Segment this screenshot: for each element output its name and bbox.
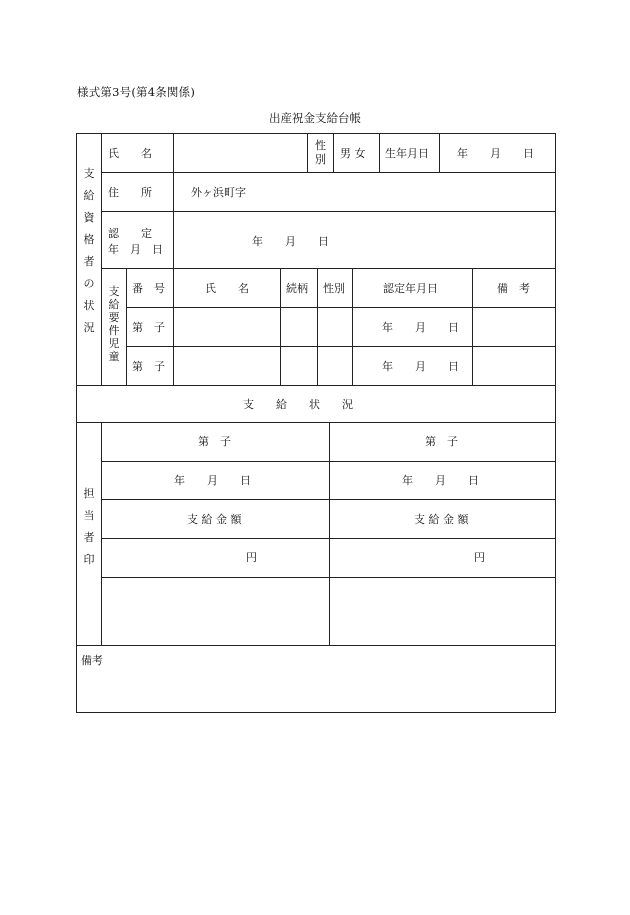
cert-date-value: 年 月 日 — [252, 235, 329, 248]
form-number: 様式第3号(第4条関係) — [77, 85, 196, 99]
child-cert-date: 年 月 日 — [382, 321, 459, 334]
grid-line — [77, 645, 556, 646]
grid-line — [317, 268, 318, 385]
grid-line — [77, 385, 556, 386]
child-cert-date: 年 月 日 — [382, 360, 459, 373]
child-ordinal: 第 子 — [132, 360, 165, 373]
grid-line — [280, 268, 281, 385]
grid-line — [126, 268, 127, 385]
number-column-header: 番 号 — [132, 282, 165, 295]
grid-line — [379, 134, 380, 172]
birth-date-value: 年 月 日 — [457, 147, 534, 160]
yen-unit: 円 — [246, 551, 257, 564]
amount-label: 支 給 金 額 — [187, 513, 242, 526]
name-label: 氏 名 — [108, 147, 152, 160]
grid-line — [329, 422, 330, 645]
birth-date-label: 生年月日 — [385, 147, 429, 160]
page-title: 出産祝金支給台帳 — [269, 111, 361, 125]
grid-line — [472, 268, 473, 385]
grid-line — [101, 268, 556, 269]
payment-ordinal: 第 子 — [198, 435, 231, 448]
address-value: 外ヶ浜町字 — [191, 186, 246, 199]
grid-line — [77, 422, 556, 423]
register-table — [76, 133, 556, 713]
grid-line — [126, 307, 556, 308]
sex-options: 男 女 — [340, 147, 366, 160]
remarks-column-header: 備 考 — [497, 282, 530, 295]
grid-line — [173, 268, 174, 385]
grid-line — [101, 172, 556, 173]
grid-line — [173, 134, 174, 268]
address-label: 住 所 — [108, 186, 152, 199]
officer-seal-label: 担 当 者 印 — [83, 487, 95, 566]
yen-unit: 円 — [474, 551, 485, 564]
cert-label-line1: 認 定 — [108, 227, 152, 240]
payment-ordinal: 第 子 — [425, 435, 458, 448]
amount-label: 支 給 金 額 — [414, 513, 469, 526]
grid-line — [101, 422, 102, 645]
child-name-column-header: 氏 名 — [205, 282, 249, 295]
remarks-label: 備考 — [81, 654, 103, 667]
children-label: 支 給 要 件 児 童 — [108, 285, 120, 363]
child-ordinal: 第 子 — [132, 321, 165, 334]
cert-label-line2: 年 月 日 — [108, 243, 163, 256]
cert-date-column-header: 認定年月日 — [383, 282, 438, 295]
grid-line — [333, 134, 334, 172]
payment-status-banner: 支 給 状 況 — [243, 398, 353, 411]
recipient-status-label: 支 給 資 格 者 の 状 況 — [83, 167, 95, 334]
grid-line — [352, 268, 353, 385]
grid-line — [126, 346, 556, 347]
relation-column-header: 続柄 — [286, 282, 308, 295]
payment-date: 年 月 日 — [402, 474, 479, 487]
grid-line — [101, 211, 556, 212]
sex-label: 性 別 — [315, 139, 326, 166]
child-sex-column-header: 性別 — [323, 282, 345, 295]
payment-date: 年 月 日 — [174, 474, 251, 487]
grid-line — [439, 134, 440, 172]
